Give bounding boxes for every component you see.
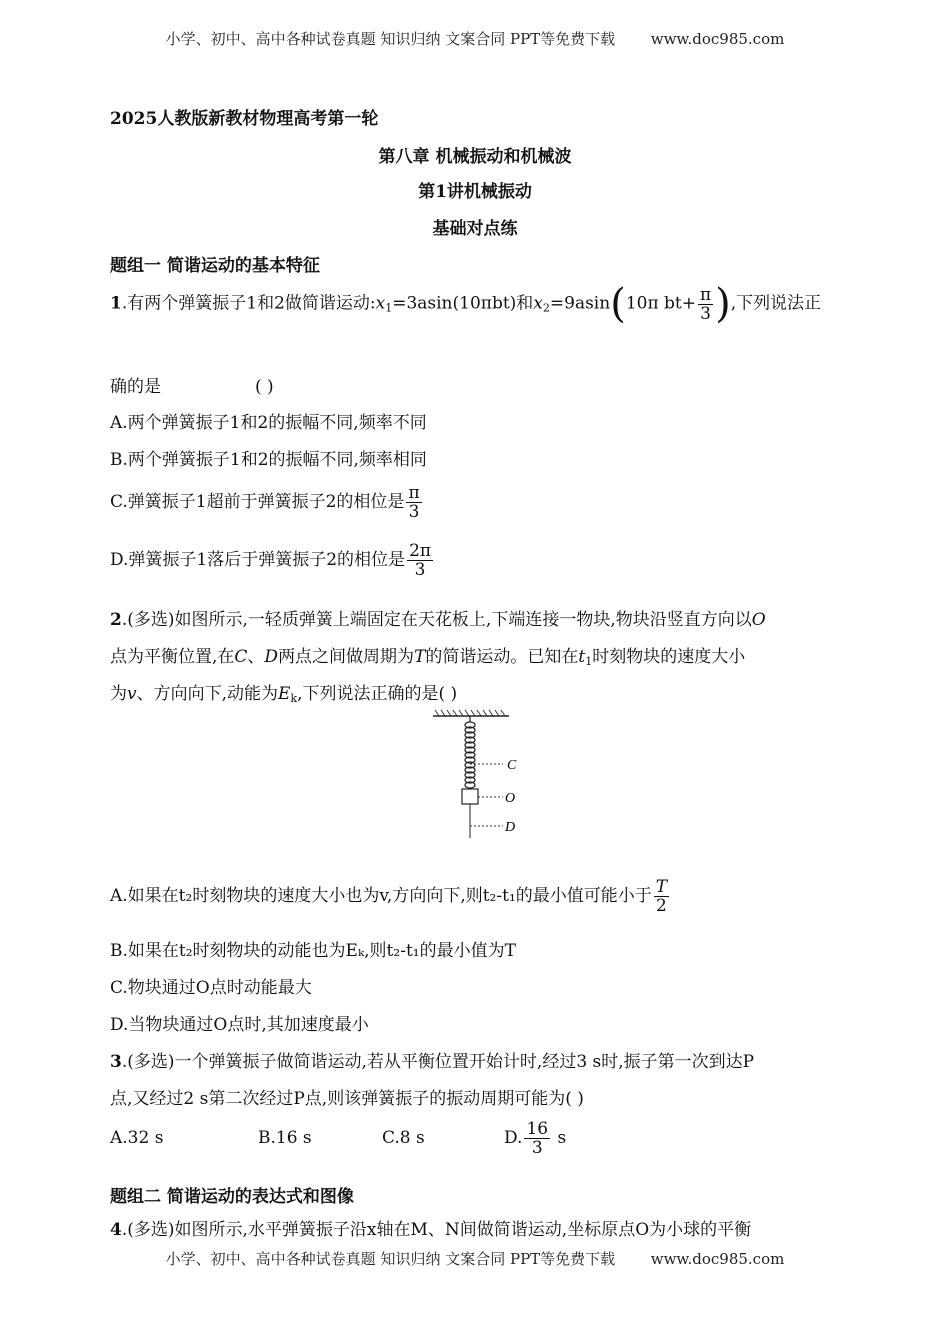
q2-line1 — [110, 605, 766, 630]
q1-phase: 10π bt+ — [625, 293, 696, 314]
q3-options: A.32 s B.16 s C.8 s D. $\frac{16}{3}$ s — [110, 1119, 567, 1158]
label-o: O — [505, 791, 516, 806]
q2-l1: .(多选)如图所示,一轻质弹簧上端固定在天花板上,下端连接一物块,物块沿竖直方向以 — [121, 610, 752, 630]
q3-option-b: B.16 s — [258, 1128, 312, 1148]
lecture-title: 第1讲机械振动 — [418, 182, 532, 202]
q1-option-d-text: D.弹簧振子1落后于弹簧振子2的相位是 — [110, 550, 406, 570]
q1-option-a: A.两个弹簧振子1和2的振幅不同,频率不同 — [110, 413, 427, 433]
q4-l1: .(多选)如图所示,水平弹簧振子沿x轴在M、N间做简谐运动,坐标原点O为小球的平衡 — [121, 1220, 752, 1240]
q2-option-a-fraction: $\frac{T}{2}$ — [655, 877, 668, 916]
q1-lead: .有两个弹簧振子1和2做简谐运动: — [121, 293, 376, 314]
q1-number: 1 — [110, 293, 122, 314]
q3-number: 3 — [110, 1052, 122, 1072]
q1-x2: x — [533, 293, 543, 314]
q3-line1 — [110, 1047, 754, 1072]
q2-option-b: B.如果在t₂时刻物块的动能也为Eₖ,则t₂-t₁的最小值为T — [110, 941, 516, 961]
q2-line3: 为v、方向向下,动能为$E_k$,下列说法正确的是( ) — [110, 684, 458, 705]
q1-bracket: ( ) — [255, 377, 274, 397]
q2-option-c: C.物块通过O点时动能最大 — [110, 978, 312, 998]
q2-option-a — [110, 878, 671, 915]
q1-tail: ,下列说法正 — [730, 293, 822, 314]
footer-site[interactable]: www.doc985.com — [650, 1250, 785, 1268]
q3-option-d: D. — [504, 1128, 523, 1148]
label-d: D — [505, 820, 516, 835]
q1-cont: 确的是 — [110, 377, 161, 397]
q1-x1: x — [375, 293, 386, 314]
page-footer — [0, 1248, 950, 1269]
q4-number: 4 — [110, 1220, 122, 1240]
q2-line2: 点为平衡位置,在C、D两点之间做周期为T的简谐运动。已知在$t_1$时刻物块的速度大小 — [110, 647, 746, 668]
q1-option-b: B.两个弹簧振子1和2的振幅不同,频率相同 — [110, 450, 427, 470]
chapter-title: 第八章 机械振动和机械波 — [378, 147, 572, 167]
q1-option-c-text: C.弹簧振子1超前于弹簧振子2的相位是 — [110, 492, 405, 512]
q3-option-d-fraction: $\frac{16}{3}$ — [526, 1119, 549, 1158]
label-c: C — [507, 758, 517, 773]
doc-title: 2025人教版新教材物理高考第一轮 — [110, 109, 379, 129]
page-header — [0, 28, 950, 49]
footer-text: 小学、初中、高中各种试卷真题 知识归纳 文案合同 PPT等免费下载 — [165, 1250, 616, 1268]
spring-figure — [425, 708, 535, 842]
q1-phase-fraction: $\frac{\pi}{3}$ — [699, 284, 712, 324]
header-site[interactable]: www.doc985.com — [650, 30, 785, 48]
q1-eq1: =3asin(10πbt)和 — [392, 293, 534, 314]
q4-line1 — [110, 1215, 751, 1240]
q3-l1: .(多选)一个弹簧振子做简谐运动,若从平衡位置开始计时,经过3 s时,振子第一次到达P — [121, 1052, 755, 1072]
block — [462, 789, 478, 804]
group1-heading: 题组一 简谐运动的基本特征 — [110, 256, 320, 276]
q2-option-a-text: A.如果在t₂时刻物块的速度大小也为v,方向向下,则t₂-t₁的最小值可能小于 — [110, 886, 652, 906]
q2-number: 2 — [110, 610, 122, 630]
q1-option-c — [110, 484, 424, 521]
group2-heading: 题组二 简谐运动的表达式和图像 — [110, 1187, 354, 1207]
q1-line2 — [110, 372, 274, 397]
q2-o: O — [751, 610, 766, 630]
header-text: 小学、初中、高中各种试卷真题 知识归纳 文案合同 PPT等免费下载 — [165, 30, 616, 48]
q3-option-a: A.32 s — [110, 1128, 164, 1148]
q1-eq2: =9asin — [549, 293, 611, 314]
q2-option-d: D.当物块通过O点时,其加速度最小 — [110, 1015, 369, 1035]
q1-option-d-fraction: $\frac{2\pi}{3}$ — [409, 541, 432, 580]
q1-option-d — [110, 542, 435, 579]
q1-line1: 1.有两个弹簧振子1和2做简谐运动$:x_1=3asin(10\pi bt)$和$x_2=9asin(10\pi$ bt+ $\frac{\pi}{3}$ ),下列说法正 — [110, 281, 822, 327]
spring — [465, 716, 475, 789]
section-title: 基础对点练 — [432, 219, 518, 239]
ceiling — [433, 710, 509, 716]
q3-line2: 点,又经过2 s第二次经过P点,则该弹簧振子的振动周期可能为( ) — [110, 1089, 584, 1109]
q1-option-c-fraction: $\frac{\pi}{3}$ — [408, 483, 420, 522]
q3-option-c: C.8 s — [382, 1128, 425, 1148]
